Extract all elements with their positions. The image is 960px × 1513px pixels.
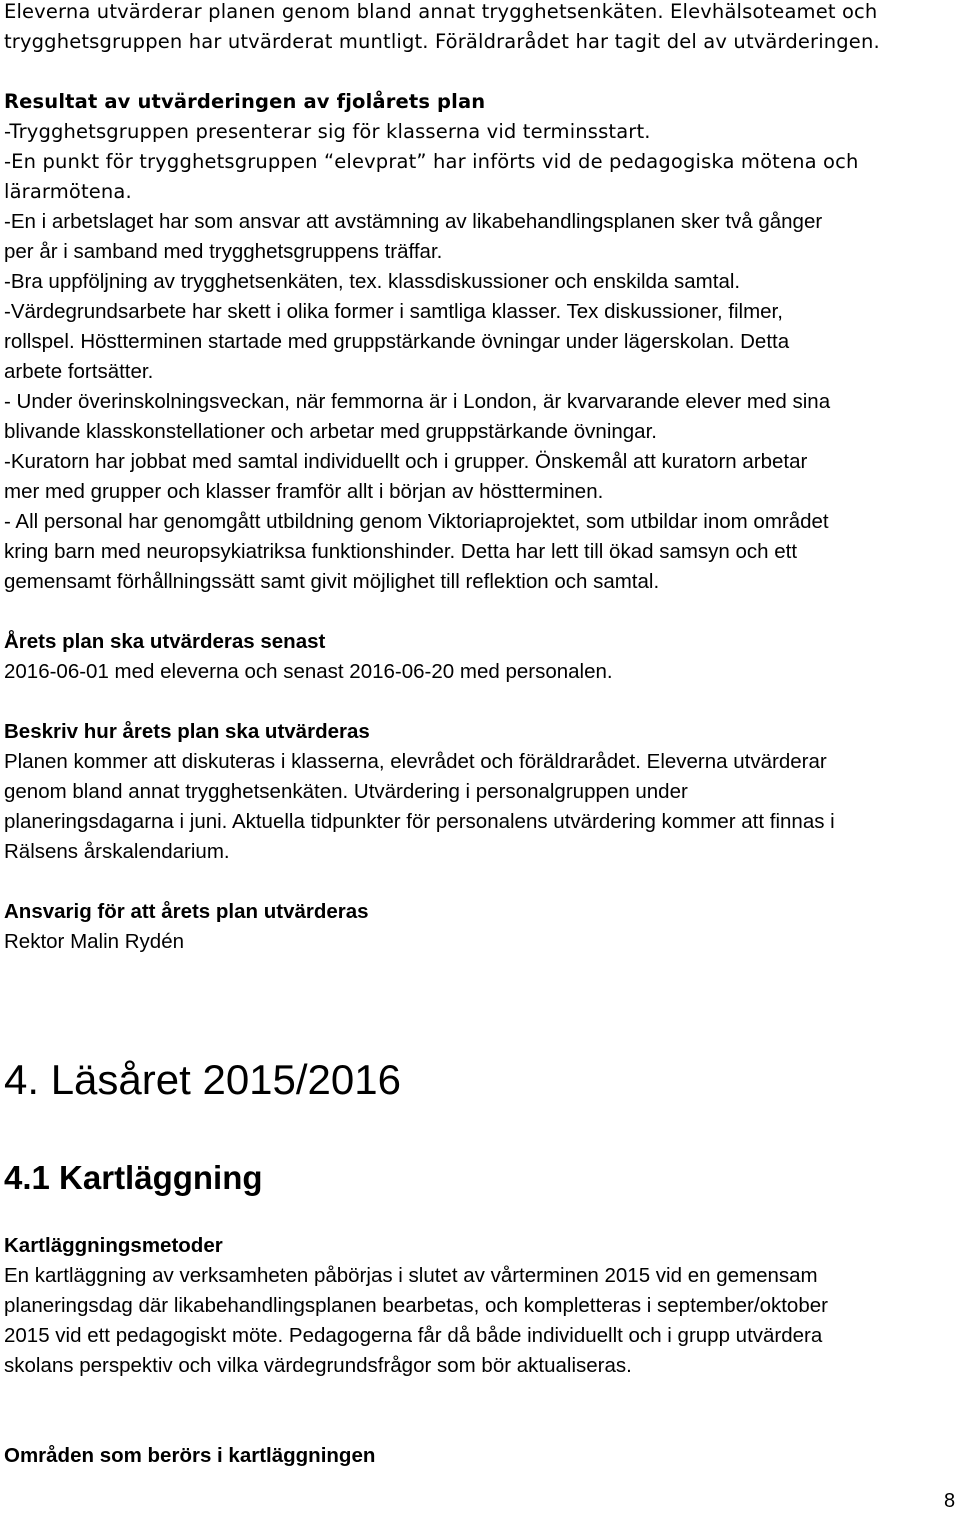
page-number: 8 — [944, 1490, 956, 1512]
responsible-name: Rektor Malin Rydén — [4, 930, 185, 953]
results-line: -Trygghetsgruppen presenterar sig för klasserna vid terminsstart. — [4, 120, 651, 143]
methods-line: planeringsdag där likabehandlingsplanen bearbetas, och kompletteras i september/oktober — [4, 1294, 828, 1317]
methods-line: 2015 vid ett pedagogiskt möte. Pedagogerna får då både individuellt och i grupp utvärdera — [4, 1324, 823, 1347]
results-line: -En i arbetslaget har som ansvar att avstämning av likabehandlingsplanen sker två gånger — [4, 210, 823, 233]
responsible-heading: Ansvarig för att årets plan utvärderas — [4, 900, 369, 923]
methods-heading: Kartläggningsmetoder — [4, 1234, 223, 1257]
subsection-title: 4.1 Kartläggning — [4, 1159, 263, 1196]
results-line: blivande klasskonstellationer och arbetar med gruppstärkande övningar. — [4, 420, 657, 443]
methods-line: En kartläggning av verksamheten påbörjas i slutet av vårterminen 2015 vid en gemensam — [4, 1264, 818, 1287]
results-line: -Värdegrundsarbete har skett i olika former i samtliga klasser. Tex diskussioner, filmer, — [4, 300, 783, 323]
evaluation-method-line: Planen kommer att diskuteras i klasserna, elevrådet och föräldrarådet. Eleverna utvärderar — [4, 750, 827, 773]
results-line: lärarmötena. — [4, 180, 132, 203]
section-title: 4. Läsåret 2015/2016 — [4, 1056, 401, 1103]
evaluation-date-heading: Årets plan ska utvärderas senast — [4, 630, 326, 653]
results-line: rollspel. Höstterminen startade med gruppstärkande övningar under lägerskolan. Detta — [4, 330, 790, 353]
results-heading: Resultat av utvärderingen av fjolårets plan — [4, 90, 486, 113]
results-line: - Under överinskolningsveckan, när femmorna är i London, är kvarvarande elever med sina — [4, 390, 831, 413]
evaluation-date-text: 2016-06-01 med eleverna och senast 2016-06-20 med personalen. — [4, 660, 613, 683]
results-line: gemensamt förhållningssätt samt givit möjlighet till reflektion och samtal. — [4, 570, 660, 593]
intro-line: trygghetsgruppen har utvärderat muntligt. Föräldrarådet har tagit del av utvärderingen. — [4, 30, 880, 53]
results-line: -Bra uppföljning av trygghetsenkäten, tex. klassdiskussioner och enskilda samtal. — [4, 270, 741, 293]
results-line: kring barn med neuropsykiatriksa funktionshinder. Detta har lett till ökad samsyn och ett — [4, 540, 798, 563]
results-line: -Kuratorn har jobbat med samtal individuellt och i grupper. Önskemål att kuratorn arbetar — [4, 450, 808, 473]
results-line: - All personal har genomgått utbildning genom Viktoriaprojektet, som utbildar inom området — [4, 510, 829, 533]
methods-line: skolans perspektiv och vilka värdegrundsfrågor som bör aktualiseras. — [4, 1354, 632, 1377]
evaluation-method-line: Rälsens årskalendarium. — [4, 840, 230, 863]
intro-line: Eleverna utvärderar planen genom bland annat trygghetsenkäten. Elevhälsoteamet och — [4, 0, 878, 23]
evaluation-method-line: genom bland annat trygghetsenkäten. Utvärdering i personalgruppen under — [4, 780, 688, 803]
areas-heading: Områden som berörs i kartläggningen — [4, 1444, 376, 1467]
evaluation-method-line: planeringsdagarna i juni. Aktuella tidpunkter för personalens utvärdering kommer att finnas i — [4, 810, 835, 833]
evaluation-method-heading: Beskriv hur årets plan ska utvärderas — [4, 720, 370, 743]
results-line: -En punkt för trygghetsgruppen “elevprat” har införts vid de pedagogiska mötena och — [4, 150, 859, 173]
results-line: arbete fortsätter. — [4, 360, 154, 383]
results-line: mer med grupper och klasser framför allt i början av höstterminen. — [4, 480, 604, 503]
results-line: per år i samband med trygghetsgruppens träffar. — [4, 240, 443, 263]
